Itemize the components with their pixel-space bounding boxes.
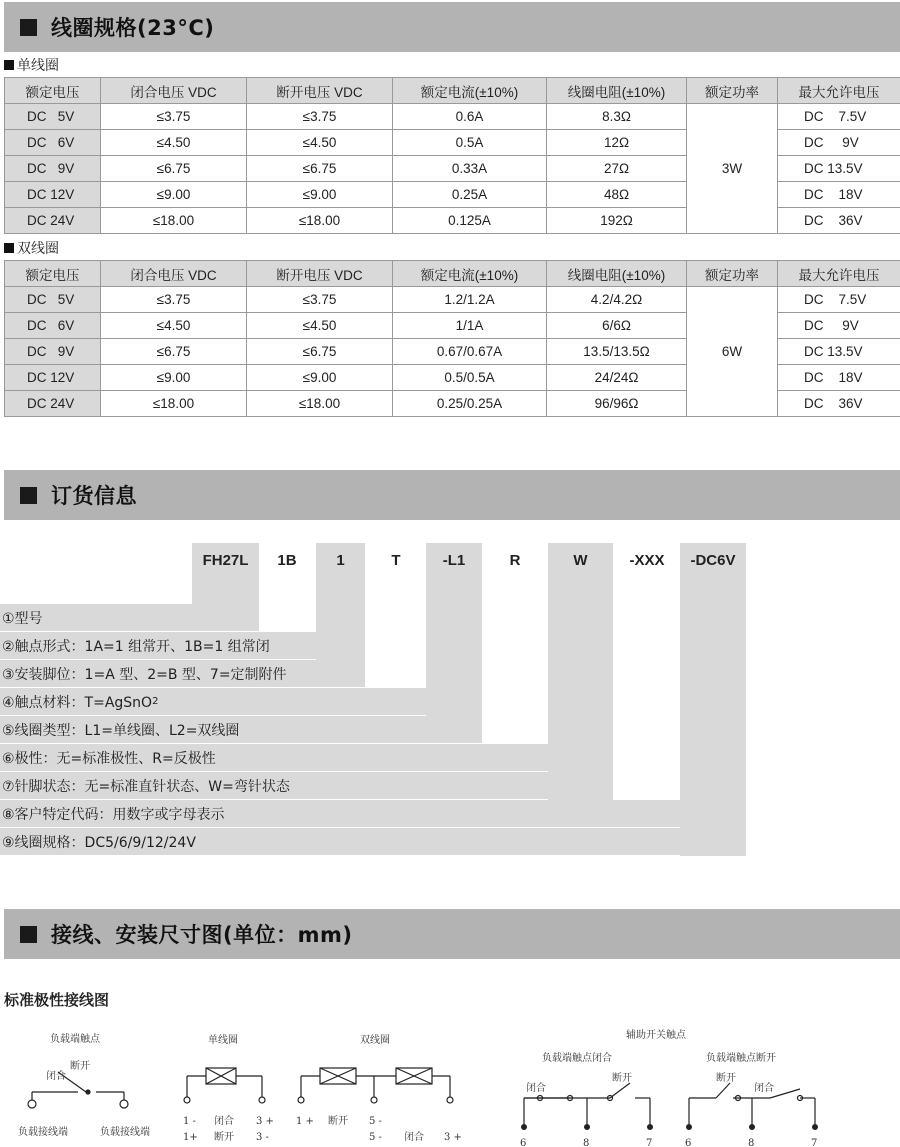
square-bullet-icon: [20, 19, 37, 36]
pin-label: 3 +: [256, 1116, 274, 1127]
order-code: 1B: [277, 551, 297, 569]
pin-label: 1 -: [183, 1116, 196, 1127]
header-cell: 断开电压 VDC: [247, 261, 393, 287]
square-bullet-icon: [4, 60, 14, 70]
open-label: 断开: [612, 1073, 632, 1084]
square-bullet-icon: [20, 487, 37, 504]
order-code: FH27L: [202, 551, 249, 569]
order-info-header: [4, 470, 900, 520]
pin-label: 1+: [183, 1132, 198, 1143]
header-cell: 额定功率: [687, 78, 778, 104]
table-row: DC 5V ≤3.75 ≤3.75 1.2/1.2A 4.2/4.2Ω 6W DC 7.5V: [5, 287, 900, 313]
table-row: DC 12V ≤9.00 ≤9.00 0.25A 48Ω DC 18V: [5, 182, 900, 208]
table-row: DC 12V ≤9.00 ≤9.00 0.5/0.5A 24/24Ω DC 18V: [5, 365, 900, 391]
header-cell: 额定电流(±10%): [393, 261, 547, 287]
header-cell: 最大允许电压: [778, 261, 900, 287]
order-item: ⑤线圈类型：L1=单线圈、L2=双线圈: [0, 716, 482, 743]
order-item: ①型号: [0, 604, 259, 631]
square-bullet-icon: [20, 926, 37, 943]
close-label: 闭合: [526, 1083, 546, 1094]
wiring-diagram: [0, 1007, 900, 1147]
header-cell: 闭合电压 VDC: [101, 261, 247, 287]
double-coil-title: 双线圈: [360, 1035, 390, 1046]
pin-number: 7: [646, 1138, 653, 1147]
table-header-row: [5, 78, 900, 104]
square-bullet-icon: [4, 243, 14, 253]
order-code: -DC6V: [690, 551, 736, 569]
order-item: ④触点材料：T=AgSnO 2: [0, 688, 482, 715]
table-header-row: [5, 261, 900, 287]
order-code: -L1: [442, 551, 466, 569]
single-coil-table: [4, 77, 900, 234]
order-code: -XXX: [629, 551, 665, 569]
pin-number: 8: [748, 1138, 755, 1147]
load-terminal-label: 负载接线端: [100, 1127, 150, 1138]
section-title: 接线、安装尺寸图(单位：mm): [51, 923, 353, 947]
aux-title: 辅助开关触点: [626, 1030, 686, 1041]
pin-number: 6: [685, 1138, 692, 1147]
open-label: 断开: [214, 1132, 234, 1143]
table-row: DC 24V ≤18.00 ≤18.00 0.25/0.25A 96/96Ω DC 36V: [5, 391, 900, 417]
aux-open-label: 负载端触点断开: [706, 1053, 776, 1064]
order-code: 1: [336, 551, 345, 569]
pin-label: 3 -: [256, 1132, 269, 1143]
header-cell: 额定电压: [5, 78, 101, 104]
header-cell: 线圈电阻(±10%): [547, 261, 687, 287]
order-code: R: [509, 551, 521, 569]
pin-number: 7: [811, 1138, 818, 1147]
pin-label: 3 +: [444, 1132, 462, 1143]
table-row: DC 6V ≤4.50 ≤4.50 0.5A 12Ω DC 9V: [5, 130, 900, 156]
table-row: DC 9V ≤6.75 ≤6.75 0.33A 27Ω DC 13.5V: [5, 156, 900, 182]
order-item: ③安装脚位：1=A 型、2=B 型、7=定制附件: [0, 660, 365, 687]
header-cell: 额定功率: [687, 261, 778, 287]
rated-power: 3W: [687, 104, 778, 234]
aux-closed-label: 负载端触点闭合: [542, 1053, 612, 1064]
header-cell: 最大允许电压: [778, 78, 900, 104]
diagram-title: 标准极性接线图: [4, 991, 110, 1009]
double-coil-label: 双线圈: [4, 238, 59, 258]
coil-spec-header: [4, 2, 900, 52]
pin-number: 6: [520, 1138, 527, 1147]
section-title: 线圈规格(23°C): [51, 16, 215, 40]
order-item: ⑧客户特定代码：用数字或字母表示: [0, 800, 746, 827]
open-label: 断开: [328, 1116, 348, 1127]
header-cell: 额定电压: [5, 261, 101, 287]
order-item: ⑨线圈规格：DC5/6/9/12/24V: [0, 828, 746, 855]
header-cell: 闭合电压 VDC: [101, 78, 247, 104]
close-label: 闭合: [214, 1116, 234, 1127]
double-coil-table: [4, 260, 900, 417]
pin-label: 1 +: [296, 1116, 314, 1127]
pin-label: 5 -: [369, 1132, 382, 1143]
order-item: ②触点形式：1A=1 组常开、1B=1 组常闭: [0, 632, 365, 659]
open-label: 断开: [70, 1061, 90, 1072]
close-label: 闭合: [46, 1071, 66, 1082]
pin-label: 5 -: [369, 1116, 382, 1127]
single-coil-title: 单线圈: [208, 1035, 238, 1046]
section-title: 订货信息: [51, 484, 137, 508]
single-coil-label: 单线圈: [4, 55, 59, 75]
header-cell: 断开电压 VDC: [247, 78, 393, 104]
wiring-header: [4, 909, 900, 959]
table-row: DC 24V ≤18.00 ≤18.00 0.125A 192Ω DC 36V: [5, 208, 900, 234]
header-cell: 线圈电阻(±10%): [547, 78, 687, 104]
pin-number: 8: [583, 1138, 590, 1147]
order-item: ⑥极性：无=标准极性、R=反极性: [0, 744, 613, 771]
table-row: DC 6V ≤4.50 ≤4.50 1/1A 6/6Ω DC 9V: [5, 313, 900, 339]
table-row: DC 9V ≤6.75 ≤6.75 0.67/0.67A 13.5/13.5Ω DC 13.5V: [5, 339, 900, 365]
header-cell: 额定电流(±10%): [393, 78, 547, 104]
order-code: T: [391, 551, 401, 569]
load-contact-label: 负载端触点: [50, 1034, 100, 1045]
order-item: ⑦针脚状态：无=标准直针状态、W=弯针状态: [0, 772, 613, 799]
close-label: 闭合: [404, 1132, 424, 1143]
rated-power: 6W: [687, 287, 778, 417]
order-code: W: [573, 551, 588, 569]
table-row: DC 5V ≤3.75 ≤3.75 0.6A 8.3Ω 3W DC 7.5V: [5, 104, 900, 130]
load-terminal-label: 负载接线端: [18, 1127, 68, 1138]
close-label: 闭合: [754, 1083, 774, 1094]
open-label: 断开: [716, 1073, 736, 1084]
